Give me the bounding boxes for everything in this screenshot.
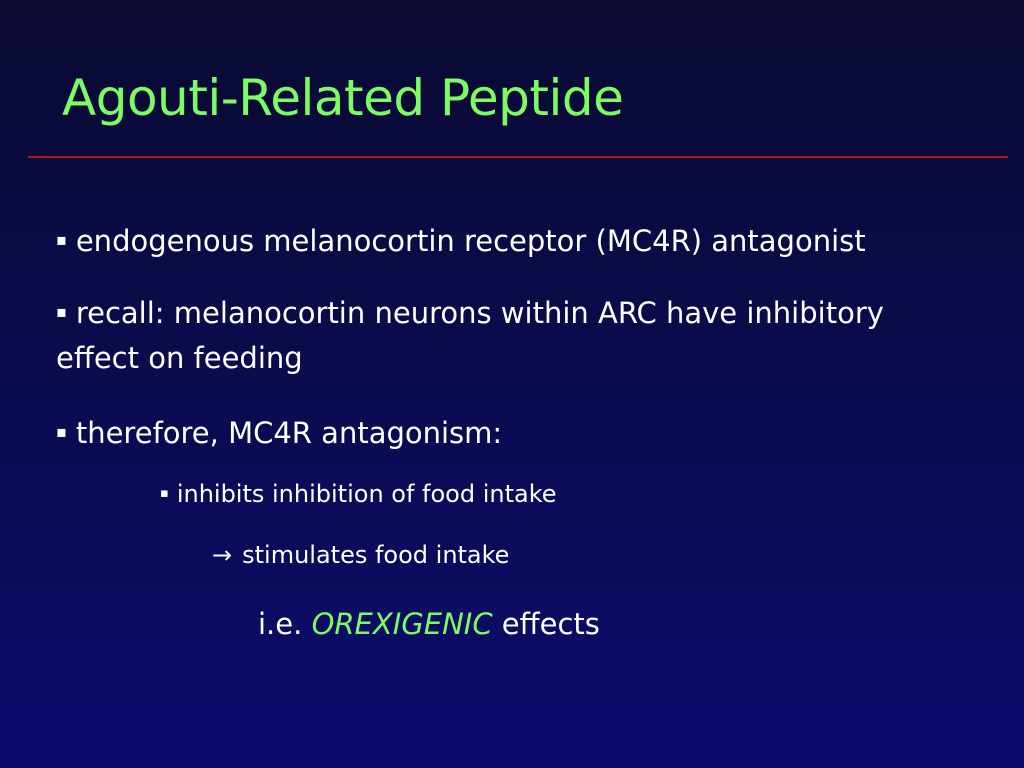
bullet-item-2 — [56, 290, 884, 335]
bullet-icon: ▪ — [56, 230, 67, 249]
arrow-right-icon: → — [212, 541, 233, 569]
bullet-icon: ▪ — [56, 302, 67, 321]
sub-bullet-text: inhibits inhibition of food intake — [176, 480, 557, 508]
bullet-text-line-1: recall: melanocortin neurons within ARC have inhibitory — [75, 296, 884, 330]
bullet-item-1 — [56, 218, 866, 263]
sub-bullet-item — [160, 476, 557, 512]
bullet-icon: ▪ — [56, 422, 67, 441]
conclusion-prefix: i.e. — [258, 607, 303, 641]
result-line — [212, 537, 509, 573]
slide-title: Agouti-Related Peptide — [62, 69, 624, 127]
conclusion-highlight: OREXIGENIC — [311, 607, 493, 641]
result-text: stimulates food intake — [242, 541, 510, 569]
bullet-item-2-continuation — [56, 336, 303, 380]
bullet-icon: ▪ — [160, 486, 169, 501]
title-divider — [28, 156, 1008, 158]
conclusion-suffix: effects — [501, 607, 600, 641]
bullet-text: therefore, MC4R antagonism: — [75, 416, 503, 450]
bullet-item-3 — [56, 410, 502, 455]
conclusion-line — [258, 602, 600, 646]
bullet-text-line-2: effect on feeding — [56, 341, 303, 375]
bullet-text: endogenous melanocortin receptor (MC4R) antagonist — [75, 224, 866, 258]
